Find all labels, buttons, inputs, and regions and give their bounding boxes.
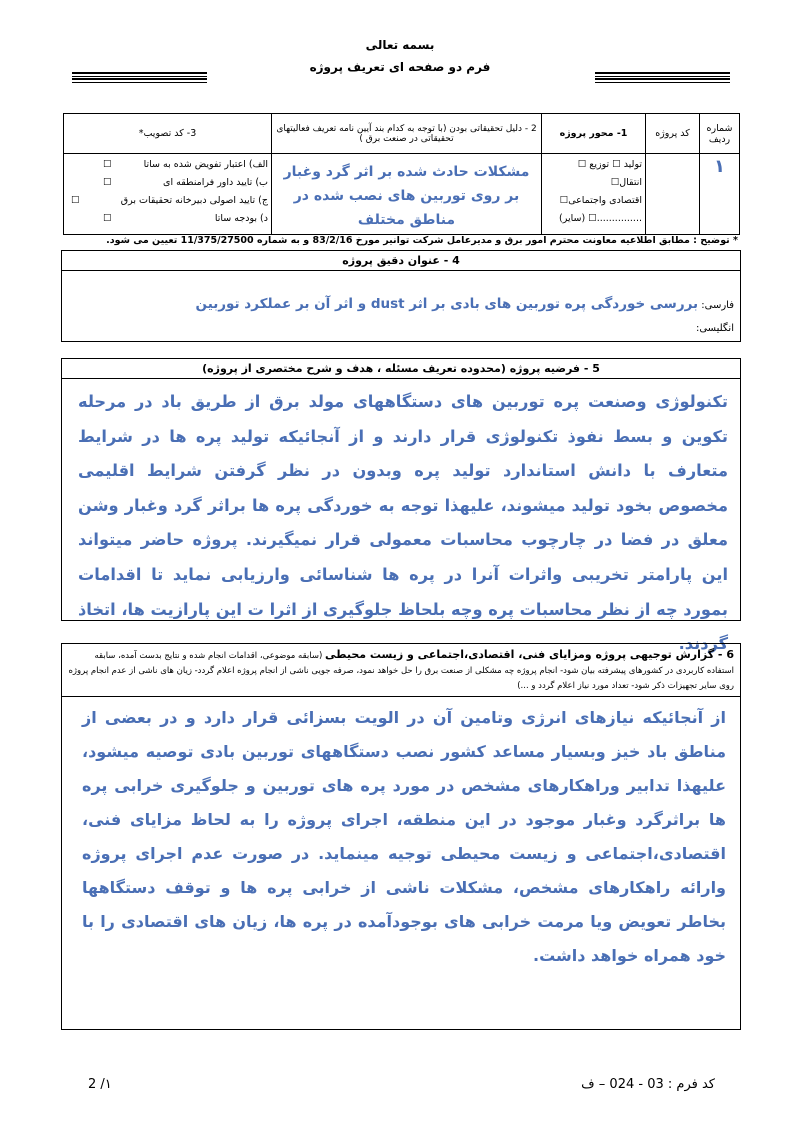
persian-title-line: [196, 296, 734, 312]
approval-option: د) بودجه ساتا ☐: [67, 210, 268, 228]
approval-option: الف) اعتبار تفویض شده به ساتا ☐: [67, 156, 268, 174]
checkbox-icon[interactable]: ☐: [103, 159, 112, 170]
project-info-table: [63, 113, 740, 235]
header-rule-right-2: [595, 78, 730, 83]
bismillah: بسمه تعالی: [365, 38, 435, 52]
header-project-code: کد پروژه: [646, 114, 700, 154]
section-4-heading: 4 - عنوان دقیق پروژه: [62, 251, 740, 271]
row-number-value: ١: [714, 156, 725, 177]
checkbox-icon[interactable]: ☐: [103, 213, 112, 224]
reason-text: مشکلات حادث شده بر اثر گرد وغبار بر روی توربین های نصب شده در مناطق مختلف: [283, 164, 530, 228]
header-rule-right: [595, 72, 730, 77]
header-rule-left: [72, 72, 207, 77]
approval-option: ب) تایید داور فرامنطقه ای ☐: [67, 174, 268, 192]
reason-cell: [272, 154, 542, 235]
header-reason: 2 - دلیل تحقیقاتی بودن (با توجه به کدام بند آیین نامه تعریف فعالیتهای تحقیقاتی در صنعت برق ): [272, 114, 542, 154]
header-axis: 1- محور پروژه: [542, 114, 646, 154]
english-label: انگلیسی:: [695, 323, 734, 334]
header-rule-left-2: [72, 78, 207, 83]
axis-option[interactable]: ...............☐ (سایر): [559, 213, 642, 224]
checkbox-icon[interactable]: ☐: [71, 195, 80, 206]
section-6-body: از آنجائیکه نیازهای انرژی وتامین آن در الویت بسزائی قرار دارد و در بعضی از مناطق باد خیز وبسیار مساعد کشور نصب دستگاههای توربین بادی توصیه میشود، علیهذا تدابیر وراهکارهای مشخص در مورد پره های توربین و جلوگیری خرابی پره ها براثرگرد وغبار موجود در این منطقه، اجرای پروژه را به لحاظ مزایای فنی، اقتصادی،اجتماعی و زیست محیطی توجیه مینماید. در صورت عدم اجرای پروژه وارائه راهکارهای مشخص، مشکلات ناشی از خرابی پره ها و توقف دستگاهها بخاطر تعویض ویا مرمت خرابی های بوجودآمده در پره ها، زیان های اقتصادی را با خود همراه خواهد داشت.: [82, 708, 726, 965]
project-code-cell: [646, 154, 700, 235]
header-approval: 3- کد تصویب*: [64, 114, 272, 154]
footnote: * توضیح : مطابق اطلاعیه معاونت محترم امور برق و مدیرعامل شرکت توانیر مورخ 83/2/16 و به شماره 11/375/27500 تعیین می شود.: [106, 235, 738, 246]
approval-option: ج) تایید اصولی دبیرخانه تحقیقات برق ☐: [67, 192, 268, 210]
page-number: 2 /١: [88, 1077, 112, 1092]
checkbox-icon[interactable]: ☐: [103, 177, 112, 188]
approval-options: [64, 154, 272, 235]
section-5-box: [61, 358, 741, 654]
row-number: [700, 154, 740, 235]
section-6-box: [61, 643, 741, 1030]
form-code: کد فرم : 03 - 024 – ف: [581, 1077, 715, 1092]
header-row-no: شماره ردیف: [700, 114, 740, 154]
axis-option[interactable]: تولید ☐ توزیع ☐: [577, 159, 642, 170]
axis-option[interactable]: اقتصادی واجتماعی☐: [559, 195, 642, 206]
persian-title: بررسی خوردگی پره توربین های بادی بر اثر dust و اثر آن بر عملکرد توربین: [195, 296, 699, 312]
form-title: فرم دو صفحه ای تعریف پروژه: [309, 60, 491, 74]
section-4-box: [61, 250, 741, 342]
persian-label: فارسی:: [701, 300, 734, 311]
section-6-heading: 6 - گزارش توجیهی پروژه ومزایای فنی، اقتصادی،اجتماعی و زیست محیطی: [324, 648, 734, 661]
axis-option[interactable]: انتقال☐: [610, 177, 642, 188]
section-5-heading: 5 - فرضیه پروژه (محدوده تعریف مسئله ، هدف و شرح مختصری از پروژه): [62, 359, 740, 379]
section-6-header: [62, 644, 740, 697]
axis-options: [542, 154, 646, 235]
section-5-body: تکنولوژی وصنعت پره توربین های دستگاههای مولد برق از طریق باد در مرحله تکوین و بسط نفوذ تکنولوژی قرار دارند و از آنجائیکه تولید پره ها در شرایط متعارف با دانش استاندارد تولید پره وبدون در نظر گرفتن شرایط اقلیمی مخصوص بخود تولید میشوند، علیهذا توجه به خوردگی پره ها براثر گرد وغبار وشن معلق در فضا در چارچوب محاسبات معمولی قرار نمیگیرند. پروژه حاضر میتواند این پارامتر تخریبی واثرات آنرا در پره ها شناسائی وارزیابی نماید تا اقدامات بمورد چه از نظر محاسبات پره وچه بلحاظ جلوگیری از اثرا ت این پارازیت ها، اتخاذ گردند.: [78, 392, 728, 654]
section-6-heading-note: (سابقه موضوعی، اقدامات انجام شده و نتایج بدست آمده، سابقه استفاده کاربردی در کشورهای پیشرفته بیان شود- انجام پروژه چه مشکلی از صنعت برق را حل خواهد نمود، صرفه جویی ناشی از انجام پروژه اعلام گردد- زیان های ناشی از عدم انجام پروژه روی سایر تجهیزات ذکر شود- تعداد مورد نیاز اعلام گردد و ...): [68, 651, 734, 691]
